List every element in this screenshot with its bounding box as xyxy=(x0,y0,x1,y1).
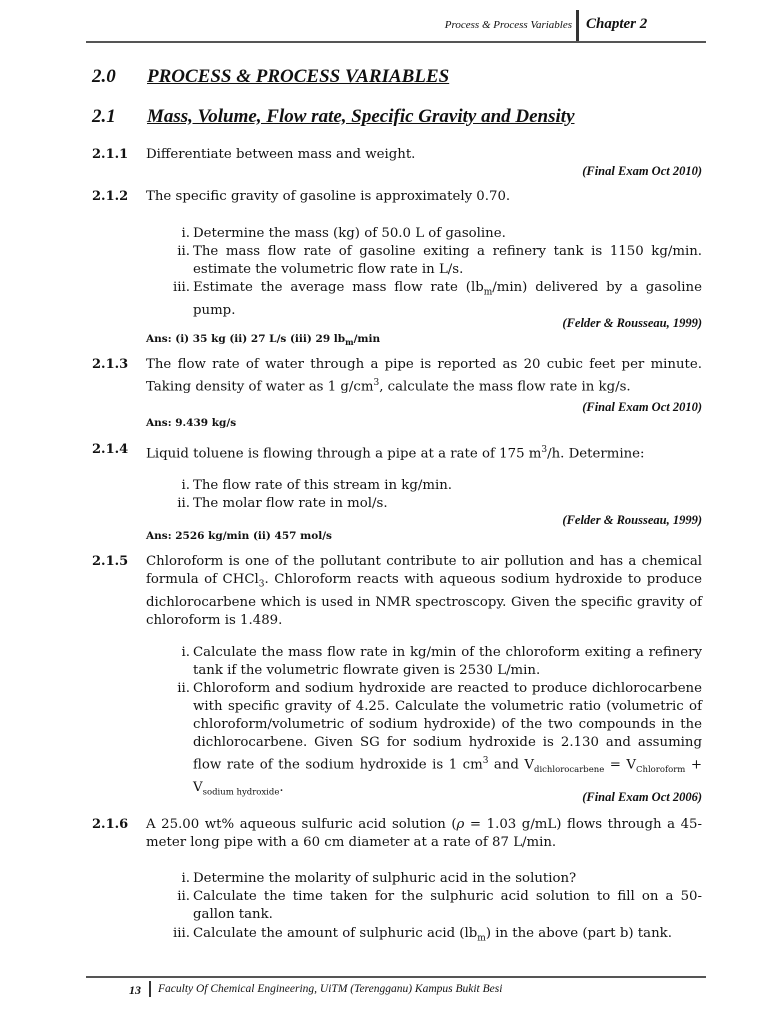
item-text: The mass flow rate of gasoline exiting a refinery tank is 1150 kg/min. estimate the volumetric flow rate in L/s. xyxy=(193,244,702,277)
item-numeral: ii. xyxy=(177,681,190,696)
chapter-label: Chapter 2 xyxy=(586,16,648,32)
item-numeral: i. xyxy=(181,226,190,241)
question-text: Chloroform is one of the pollutant contribute to air pollution and has a chemical formula of CHCl$_3$. Chloroform reacts with aqueous sodium hydroxide to produce dichlorocarbene which is used in NMR spectroscopy. Given the specific gravity of chloroform is 1.489. xyxy=(146,554,702,628)
question-number: 2.1.3 xyxy=(92,357,129,372)
question-number: 2.1.2 xyxy=(92,189,129,204)
question-source: (Felder & Rousseau, 1999) xyxy=(562,316,702,330)
item-numeral: ii. xyxy=(177,889,190,904)
question-number: 2.1.1 xyxy=(92,147,129,162)
question-source: (Final Exam Oct 2010) xyxy=(582,400,702,414)
question-text: The specific gravity of gasoline is approximately 0.70. xyxy=(146,189,511,204)
question-source: (Felder & Rousseau, 1999) xyxy=(562,513,702,527)
page-number: 13 xyxy=(129,983,141,997)
item-text: Estimate the average mass flow rate $(lb_m/\min)$ delivered by a gasoline pump. xyxy=(193,280,702,318)
item-text: The molar flow rate in mol/s. xyxy=(193,496,388,511)
subsection-heading xyxy=(92,106,575,128)
subsection-title: Mass, Volume, Flow rate, Specific Gravity and Density xyxy=(147,106,575,127)
section-heading xyxy=(92,66,449,88)
item-text: Determine the mass (kg) of 50.0 L of gasoline. xyxy=(193,226,506,241)
question-number: 2.1.5 xyxy=(92,554,129,569)
question-source: (Final Exam Oct 2006) xyxy=(582,790,702,804)
question-text: Liquid toluene is flowing through a pipe at a rate of 175 $m^3/h$. Determine: xyxy=(146,445,645,462)
footer-rule xyxy=(86,976,706,978)
item-numeral: i. xyxy=(181,478,190,493)
question-text: A 25.00 wt% aqueous sulfuric acid solution (ρ = 1.03 g/mL) flows through a 45-meter long pipe with a 60 cm diameter at a rate of 87 L/min. xyxy=(146,817,702,850)
subsection-number: 2.1 xyxy=(92,106,116,127)
header-divider xyxy=(576,10,579,42)
question-source: (Final Exam Oct 2010) xyxy=(582,164,702,178)
item-text: Calculate the time taken for the sulphuric acid solution to fill on a 50-gallon tank. xyxy=(193,889,702,922)
item-numeral: i. xyxy=(181,871,190,886)
section-title: PROCESS & PROCESS VARIABLES xyxy=(147,66,450,87)
answer-text: Ans: 9.439 kg/s xyxy=(146,417,237,429)
item-numeral: ii. xyxy=(177,244,190,259)
item-text: Calculate the mass flow rate in kg/min of the chloroform exiting a refinery tank if the volumetric flowrate given is 2530 L/min. xyxy=(193,645,702,678)
item-text: Determine the molarity of sulphuric acid in the solution? xyxy=(193,871,577,886)
question-text: The flow rate of water through a pipe is reported as 20 cubic feet per minute. Taking density of water as 1 $g/cm^3$, calculate the mass flow rate in kg/s. xyxy=(146,357,702,395)
item-numeral: ii. xyxy=(177,496,190,511)
item-text: The flow rate of this stream in kg/min. xyxy=(193,478,452,493)
header-rule xyxy=(86,41,706,43)
item-numeral: iii. xyxy=(173,280,190,295)
item-numeral: iii. xyxy=(173,926,190,941)
question-number: 2.1.6 xyxy=(92,817,129,832)
answer-text: Ans: (i) 35 kg (ii) 27 L/s (iii) 29 $lb_m/\min$ xyxy=(146,333,381,348)
question-text: Differentiate between mass and weight. xyxy=(146,147,416,162)
item-text: Chloroform and sodium hydroxide are reacted to produce dichlorocarbene with specific gravity of 4.25. Calculate the volumetric ratio (volumetric of chloroform/volumetric of sodium hydroxide) of the two compounds in the dichlorocarbene. Given SG for sodium hydroxide is 2.130 and assuming flow rate of the sodium hydroxide is 1 $cm^3$ and $V_{dichlorocarbene} = V_{Chloroform} + V_{sodium hydroxide}$. xyxy=(193,681,702,798)
question-number: 2.1.4 xyxy=(92,442,129,457)
item-text: Calculate the amount of sulphuric acid $(lb_m)$ in the above (part b) tank. xyxy=(193,926,672,944)
header-title: Process & Process Variables xyxy=(444,19,572,31)
footer-text: Faculty Of Chemical Engineering, UiTM (Terengganu) Kampus Bukit Besi xyxy=(158,983,503,995)
section-number: 2.0 xyxy=(92,66,116,87)
answer-text: Ans: 2526 kg/min (ii) 457 mol/s xyxy=(146,530,332,542)
item-numeral: i. xyxy=(181,645,190,660)
footer-divider xyxy=(149,981,151,997)
